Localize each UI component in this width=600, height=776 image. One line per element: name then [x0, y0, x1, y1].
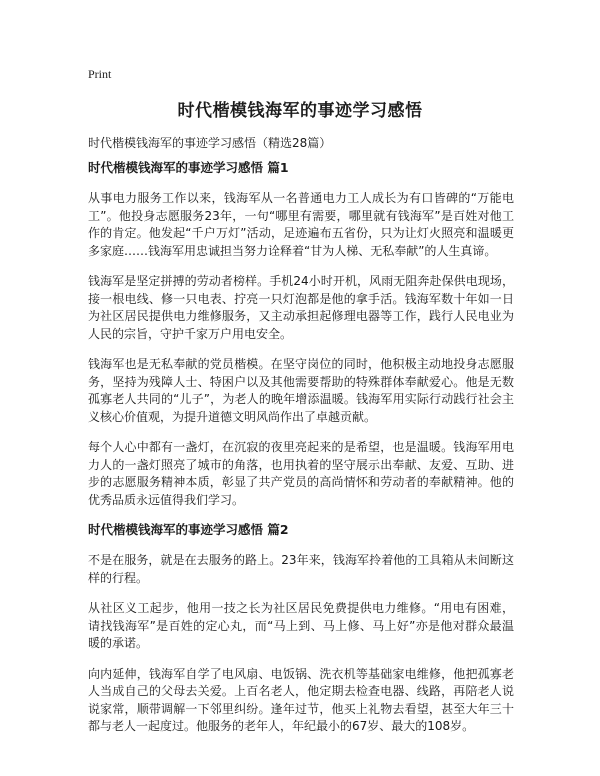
print-link[interactable]: Print [88, 67, 112, 81]
paragraph: 从事电力服务工作以来，钱海军从一名普通电力工人成长为有口皆碑的“万能电工”。他投身志愿服务23年，一句“哪里有需要，哪里就有钱海军”是百姓对他工作的肯定。他发起“千户万灯”活动，足迹遍布五省份，只为让灯火照亮和温暖更多家庭……钱海军用忠诚担当努力诠释着“甘为人梯、无私奉献”的人生真谛。 [88, 191, 514, 258]
paragraph: 每个人心中都有一盏灯，在沉寂的夜里亮起来的是希望，也是温暖。钱海军用电力人的一盏灯照亮了城市的角落，也用执着的坚守展示出奉献、友爱、互助、进步的志愿服务精神本质，彰显了共产党员的高尚情怀和劳动者的奉献精神。他的优秀品质永远值得我们学习。 [88, 440, 514, 507]
paragraph: 不是在服务，就是在去服务的路上。23年来，钱海军拎着他的工具箱从未间断这样的行程。 [88, 553, 514, 585]
paragraph: 向内延伸，钱海军自学了电风扇、电饭锅、洗衣机等基础家电维修，他把孤寡老人当成自己的父母去关爱。上百名老人，他定期去检查电器、线路，再陪老人说说家常，顺带调解一下邻里纠纷。逢年过节，他买上礼物去看望，甚至大年三十都与老人一起度过。他服务的老年人，年纪最小的67岁、最大的108岁。 [88, 666, 514, 733]
paragraph: 钱海军也是无私奉献的党员楷模。在坚守岗位的同时，他积极主动地投身志愿服务，坚持为残障人士、特困户以及其他需要帮助的特殊群体奉献爱心。他是无数孤寡老人共同的“儿子”，为老人的晚年增添温暖。钱海军用实际行动践行社会主义核心价值观，为提升道德文明风尚作出了卓越贡献。 [88, 357, 514, 424]
article-body [88, 160, 514, 749]
section-heading: 时代楷模钱海军的事迹学习感悟 篇2 [88, 522, 289, 537]
page-title: 时代楷模钱海军的事迹学习感悟 [177, 101, 423, 121]
document-subtitle: 时代楷模钱海军的事迹学习感悟（精选28篇） [88, 136, 332, 150]
paragraph: 钱海军是坚定拼搏的劳动者榜样。手机24小时开机，风雨无阻奔赴保供电现场，接一根电线、修一只电表、拧亮一只灯泡都是他的拿手活。钱海军数十年如一日为社区居民提供电力维修服务，又主动承担起修理电器等工作，践行人民电业为人民的宗旨，守护千家万户用电安全。 [88, 274, 514, 341]
section-heading: 时代楷模钱海军的事迹学习感悟 篇1 [88, 160, 289, 175]
section-1 [88, 160, 514, 509]
section-2 [88, 522, 514, 736]
paragraph: 从社区义工起步，他用一技之长为社区居民免费提供电力维修。“用电有困难，请找钱海军”是百姓的定心丸，而“马上到、马上修、马上好”亦是他对群众最温暖的承诺。 [88, 601, 514, 650]
